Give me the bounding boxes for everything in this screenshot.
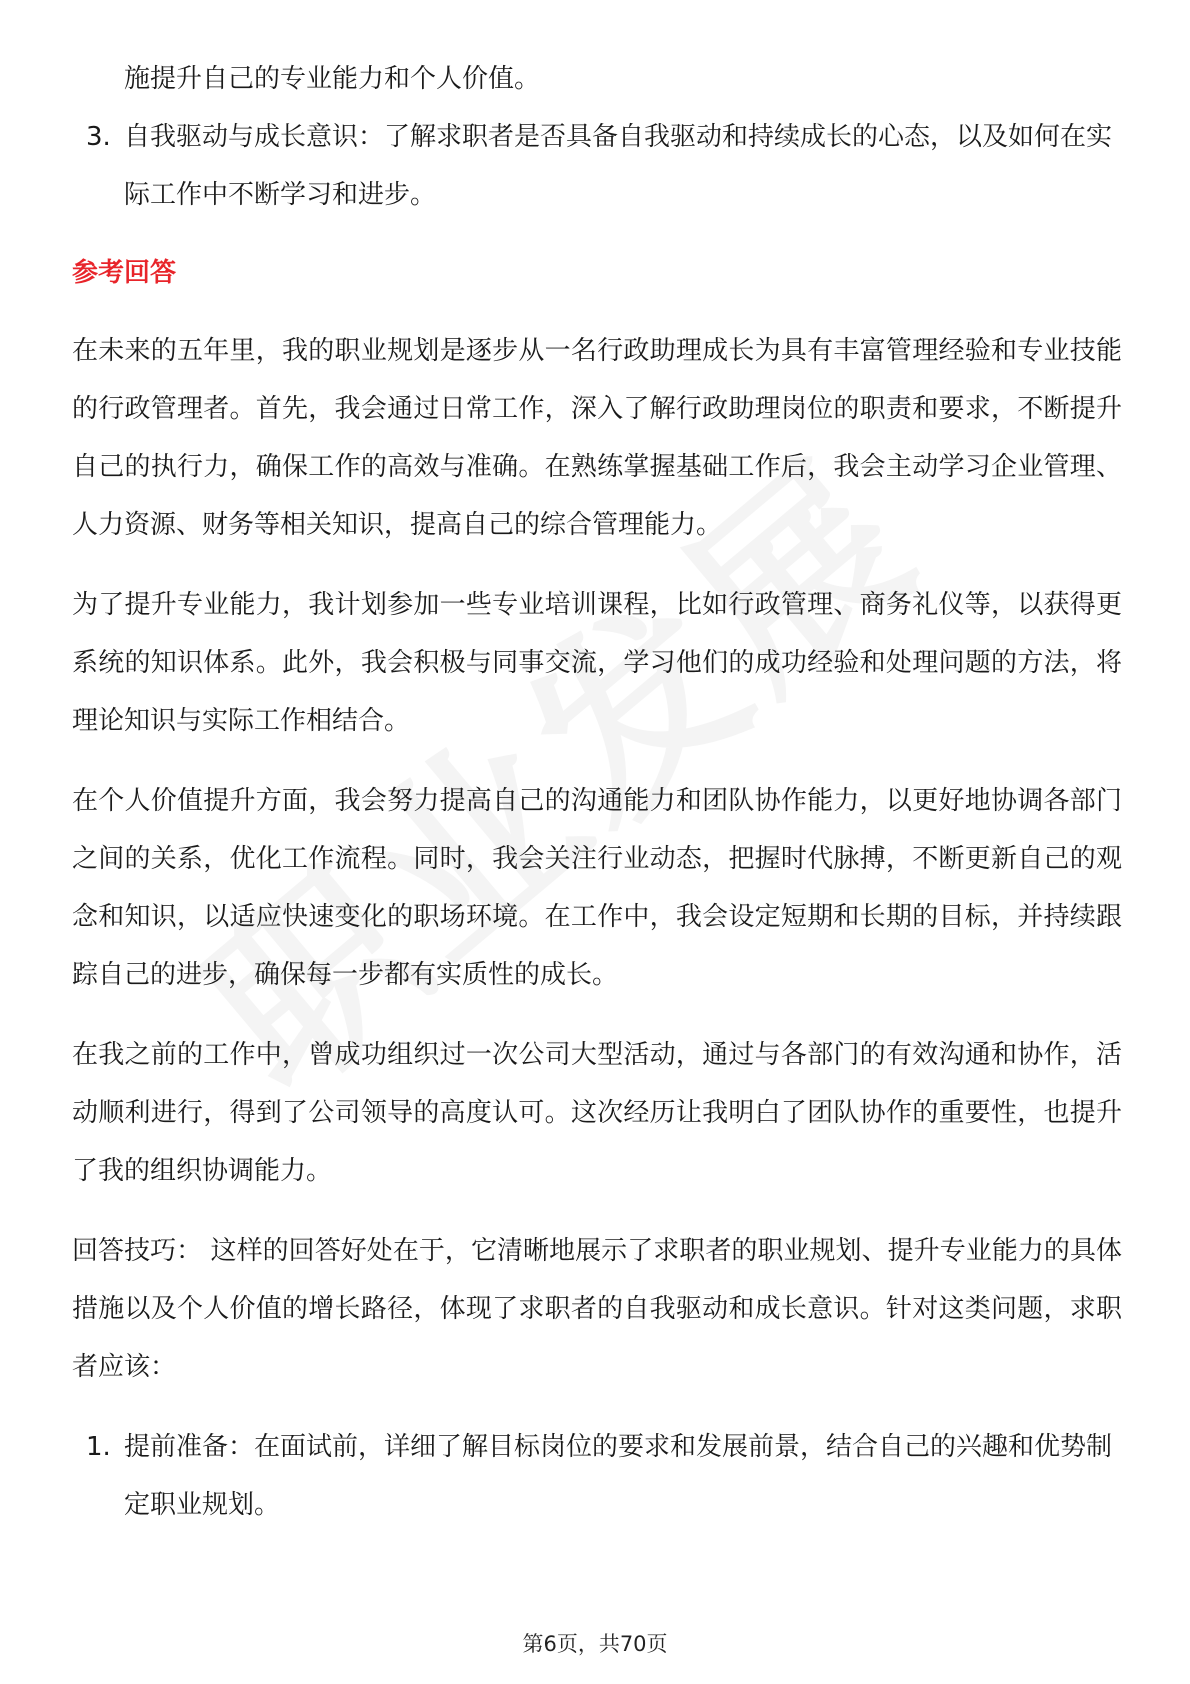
spacer [72, 224, 1122, 244]
answer-paragraph: 为了提升专业能力，我计划参加一些专业培训课程，比如行政管理、商务礼仪等，以获得更系统的知识体系。此外，我会积极与同事交流，学习他们的成功经验和处理问题的方法，将理论知识与实际工作相结合。 [72, 590, 1122, 736]
page-content [72, 50, 1122, 1534]
list-item-text: 提前准备：在面试前，详细了解目标岗位的要求和发展前景，结合自己的兴趣和优势制定职业规划。 [124, 1432, 1113, 1520]
list-item-number: 3. [86, 122, 111, 152]
list-item [72, 108, 1122, 224]
spacer [72, 1200, 1122, 1222]
answer-paragraph: 在个人价值提升方面，我会努力提高自己的沟通能力和团队协作能力，以更好地协调各部门之间的关系，优化工作流程。同时，我会关注行业动态，把握时代脉搏，不断更新自己的观念和知识，以适应快速变化的职场环境。在工作中，我会设定短期和长期的目标，并持续跟踪自己的进步，确保每一步都有实质性的成长。 [72, 786, 1122, 990]
list-item [72, 1418, 1122, 1534]
list-item-text: 自我驱动与成长意识：了解求职者是否具备自我驱动和持续成长的心态，以及如何在实际工作中不断学习和进步。 [124, 122, 1113, 210]
spacer [72, 554, 1122, 576]
page-number: 第6页，共70页 [522, 1632, 668, 1656]
list-item-continuation: 施提升自己的专业能力和个人价值。 [124, 64, 541, 94]
tips-paragraph: 回答技巧： 这样的回答好处在于，它清晰地展示了求职者的职业规划、提升专业能力的具体措施以及个人价值的增长路径，体现了求职者的自我驱动和成长意识。针对这类问题，求职者应该： [72, 1236, 1122, 1382]
spacer [72, 1396, 1122, 1418]
section-title: 参考回答 [72, 258, 177, 288]
spacer [72, 750, 1122, 772]
answer-paragraph: 在未来的五年里，我的职业规划是逐步从一名行政助理成长为具有丰富管理经验和专业技能的行政管理者。首先，我会通过日常工作，深入了解行政助理岗位的职责和要求，不断提升自己的执行力，确保工作的高效与准确。在熟练掌握基础工作后，我会主动学习企业管理、人力资源、财务等相关知识，提高自己的综合管理能力。 [72, 336, 1122, 540]
list-item-number: 1. [86, 1432, 111, 1462]
spacer [72, 302, 1122, 322]
spacer [72, 1004, 1122, 1026]
answer-paragraph: 在我之前的工作中，曾成功组织过一次公司大型活动，通过与各部门的有效沟通和协作，活动顺利进行，得到了公司领导的高度认可。这次经历让我明白了团队协作的重要性，也提升了我的组织协调能力。 [72, 1040, 1122, 1186]
